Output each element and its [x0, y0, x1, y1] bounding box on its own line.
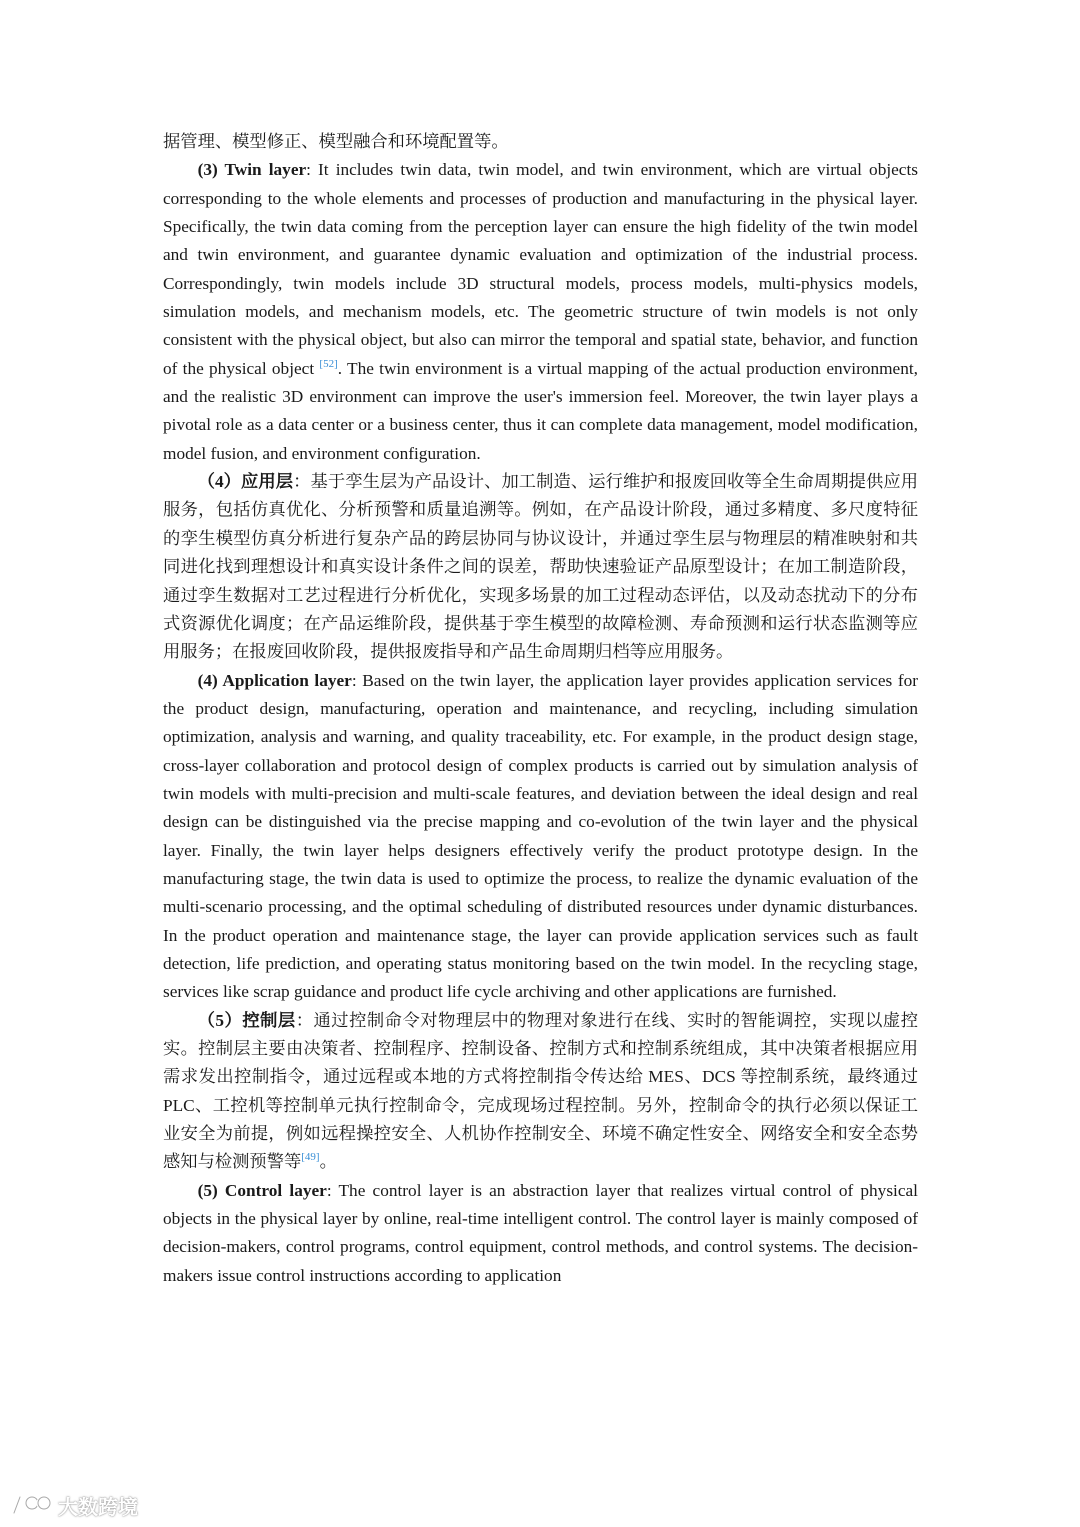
paragraph-en-application-layer	[163, 667, 918, 1007]
brand-logo-icon	[8, 1491, 54, 1519]
paragraph-lead: （4）应用层	[197, 472, 294, 492]
paragraph-body: : The control layer is an abstraction layer that realizes virtual control of physical objects in the physical layer by online, real-time intelligent control. The control layer is mainly composed of decision-makers, control programs, control equipment, control methods, and control systems. The decision-makers issue control instructions according to application	[163, 1180, 918, 1285]
paragraph-cn-application-layer	[163, 468, 918, 666]
watermark-text: 大数跨境	[58, 1494, 138, 1519]
paragraph-body: : It includes twin data, twin model, and twin environment, which are virtual objects corresponding to the whole elements and processes of production and manufacturing in the physical layer. Specifically, the twin data coming from the perception layer can ensure the high fidelity of the twin model and twin environment, and guarantee dynamic evaluation and optimization of the industrial process. Correspondingly, twin models include 3D structural models, process models, multi-physics models, simulation models, and mechanism models, etc. The geometric structure of twin models is not only consistent with the physical object, but also can mirror the temporal and spatial state, behavior, and function of the physical object	[163, 160, 918, 378]
paragraph-body: ：通过控制命令对物理层中的物理对象进行在线、实时的智能调控，实现以虚控实。控制层主要由决策者、控制程序、控制设备、控制方式和控制系统组成，其中决策者根据应用需求发出控制指令，通过远程或本地的方式将控制指令传达给 MES、DCS 等控制系统，最终通过 PLC、工控机等控制单元执行控制命令，完成现场过程控制。另外，控制命令的执行必须以保证工业安全为前提，例如远程操控安全、人机协作控制安全、环境不确定性安全、网络安全和安全态势感知与检测预警等	[163, 1010, 918, 1172]
paragraph-lead: (3) Twin layer	[197, 160, 307, 180]
paragraph-cn-twin-layer-tail: 据管理、模型修正、模型融合和环境配置等。	[163, 132, 509, 151]
watermark	[8, 1490, 138, 1520]
paragraph-body: : Based on the twin layer, the application layer provides application services for the product design, manufacturing, operation and maintenance, and recycling, including simulation optimization, analysis and warning, and quality traceability, etc. For example, in the product design stage, cross-layer collaboration and protocol design of complex products is carried out by simulation analysis of twin models with multi-precision and multi-scale features, and deviation between the ideal design and real design can be distinguished via the precise mapping and co-evolution of the twin layer and the physical layer. Finally, the twin layer helps designers effectively verify the product prototype design. In the manufacturing stage, the twin data is used to optimize the process, to realize the dynamic evaluation of the multi-scenario processing, and the optimal scheduling of distributed resources under dynamic disturbances. In the product operation and maintenance stage, the layer can provide application services such as fault detection, life prediction, and operating status monitoring based on the twin model. In the recycling stage, services like scrap guidance and product life cycle archiving and other applications are furnished.	[163, 670, 918, 1002]
citation-link[interactable]: [49]	[301, 1151, 320, 1164]
paragraph-body: 。	[319, 1152, 337, 1172]
document-page	[163, 128, 918, 1290]
paragraph-en-twin-layer	[163, 156, 918, 468]
paragraph-lead: (5) Control layer	[197, 1180, 327, 1200]
paragraph-lead: （5）控制层	[197, 1010, 296, 1030]
paragraph-cn-control-layer	[163, 1007, 918, 1177]
paragraph-body: ：基于孪生层为产品设计、加工制造、运行维护和报废回收等全生命周期提供应用服务，包括仿真优化、分析预警和质量追溯等。例如，在产品设计阶段，通过多精度、多尺度特征的孪生模型仿真分析进行复杂产品的跨层协同与协议设计，并通过孪生层与物理层的精准映射和共同进化找到理想设计和真实设计条件之间的误差，帮助快速验证产品原型设计；在加工制造阶段，通过孪生数据对工艺过程进行分析优化，实现多场景的加工过程动态评估，以及动态扰动下的分布式资源优化调度；在产品运维阶段，提供基于孪生模型的故障检测、寿命预测和运行状态监测等应用服务；在报废回收阶段，提供报废指导和产品生命周期归档等应用服务。	[163, 472, 918, 662]
paragraph-en-control-layer	[163, 1177, 918, 1290]
citation-link[interactable]: [52]	[319, 357, 338, 370]
paragraph-lead: (4) Application layer	[197, 670, 352, 690]
paragraph-body: . The twin environment is a virtual mapping of the actual production environment, and the realistic 3D environment can improve the user's immersion feel. Moreover, the twin layer plays a pivotal role as a data center or a business center, thus it can complete data management, model modification, model fusion, and environment configuration.	[163, 358, 918, 463]
